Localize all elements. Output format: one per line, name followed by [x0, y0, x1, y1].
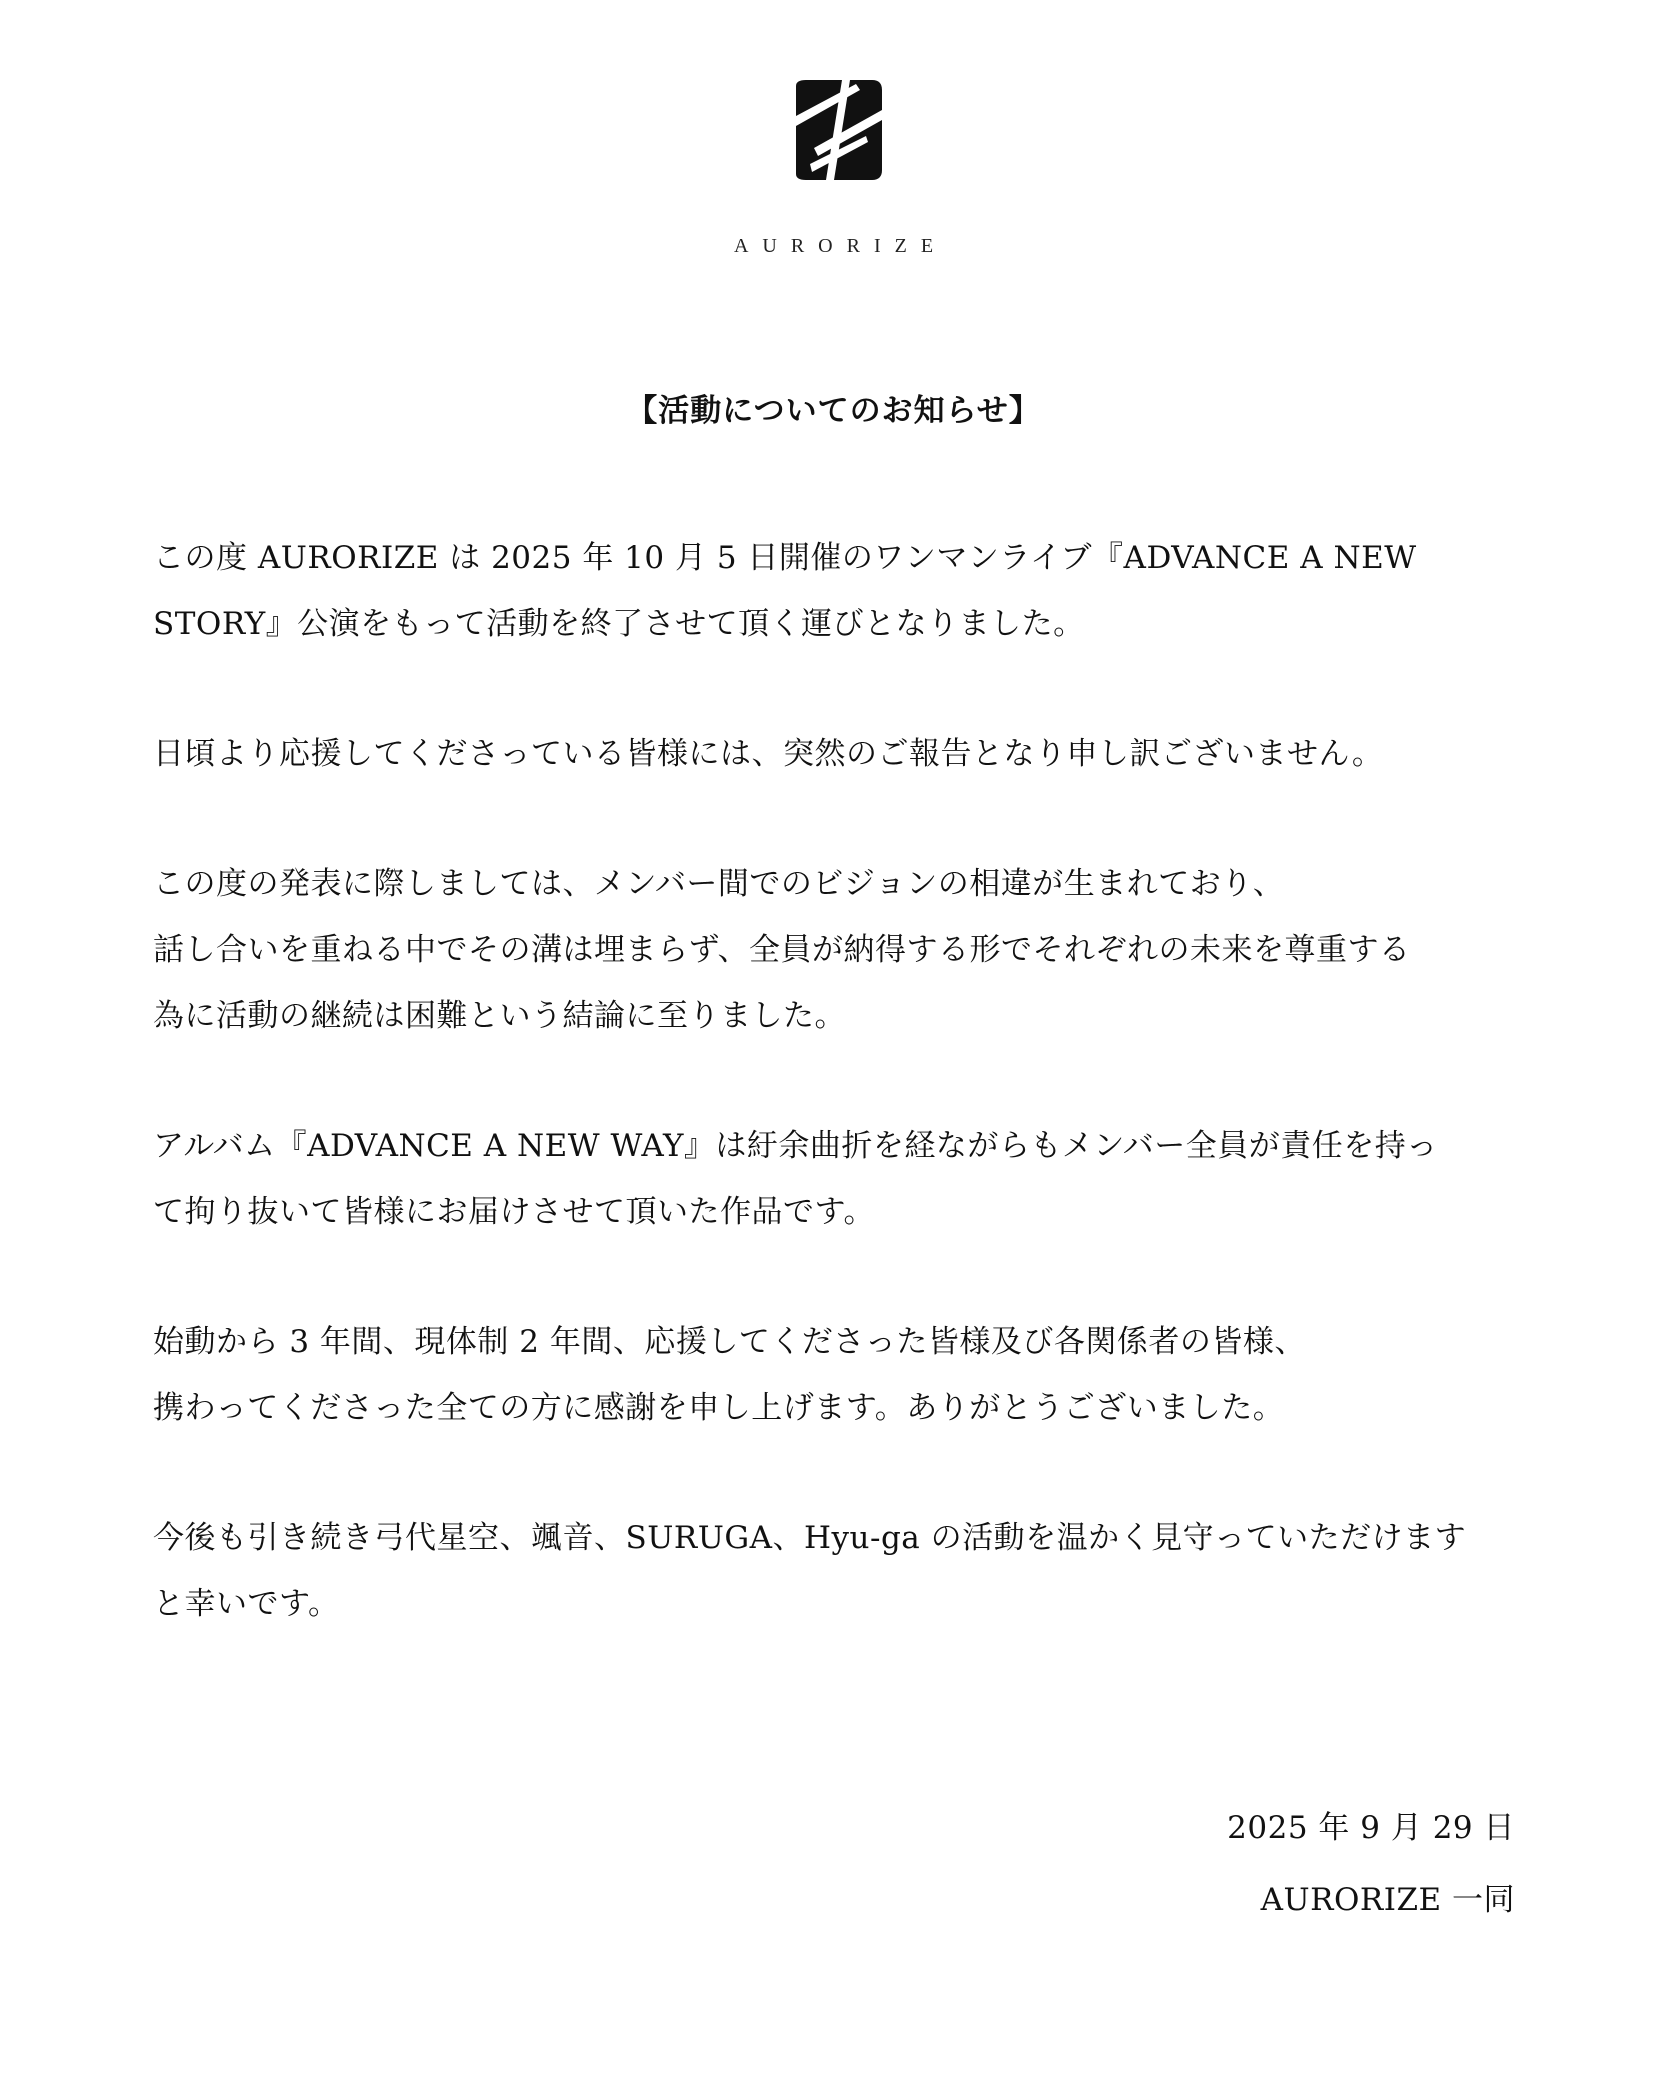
signature-date: 2025 年 9 月 29 日 [1227, 1810, 1515, 1846]
paragraph-2 [153, 721, 1533, 787]
brand-name: AURORIZE [733, 235, 948, 257]
signature-block [1227, 1792, 1515, 1936]
paragraph-line: この度 AURORIZE は 2025 年 10 月 5 日開催のワンマンライブ『ADVANCE A NEW [153, 540, 1417, 576]
signature-author: AURORIZE 一同 [1260, 1882, 1515, 1918]
paragraph-line: 始動から 3 年間、現体制 2 年間、応援してくださった皆様及び各関係者の皆様、 [153, 1324, 1306, 1360]
paragraph-3 [153, 851, 1533, 1049]
paragraph-6 [153, 1505, 1533, 1637]
notice-body [153, 525, 1533, 1701]
paragraph-5 [153, 1309, 1533, 1441]
paragraph-line: アルバム『ADVANCE A NEW WAY』は紆余曲折を経ながらもメンバー全員が責任を持っ [153, 1128, 1438, 1164]
paragraph-4 [153, 1113, 1533, 1245]
paragraph-line: て拘り抜いて皆様にお届けさせて頂いた作品です。 [153, 1194, 876, 1230]
paragraph-line: STORY』公演をもって活動を終了させて頂く運びとなりました。 [153, 606, 1085, 642]
paragraph-line: 話し合いを重ねる中でその溝は埋まらず、全員が納得する形でそれぞれの未来を尊重する [153, 932, 1411, 968]
paragraph-line: 今後も引き続き弓代星空、颯音、SURUGA、Hyu-ga の活動を温かく見守っていただけます [153, 1520, 1467, 1556]
paragraph-line: この度の発表に際しましては、メンバー間でのビジョンの相違が生まれており、 [153, 866, 1285, 902]
paragraph-line: 携わってくださった全ての方に感謝を申し上げます。ありがとうございました。 [153, 1390, 1285, 1426]
paragraph-line: と幸いです。 [153, 1586, 340, 1622]
paragraph-line: 日頃より応援してくださっている皆様には、突然のご報告となり申し訳ございません。 [153, 736, 1384, 772]
paragraph-line: 為に活動の継続は困難という結論に至りました。 [153, 998, 846, 1034]
notice-title: 【活動についてのお知らせ】 [626, 393, 1041, 429]
aurorize-logo-icon [796, 80, 882, 180]
paragraph-1 [153, 525, 1533, 657]
